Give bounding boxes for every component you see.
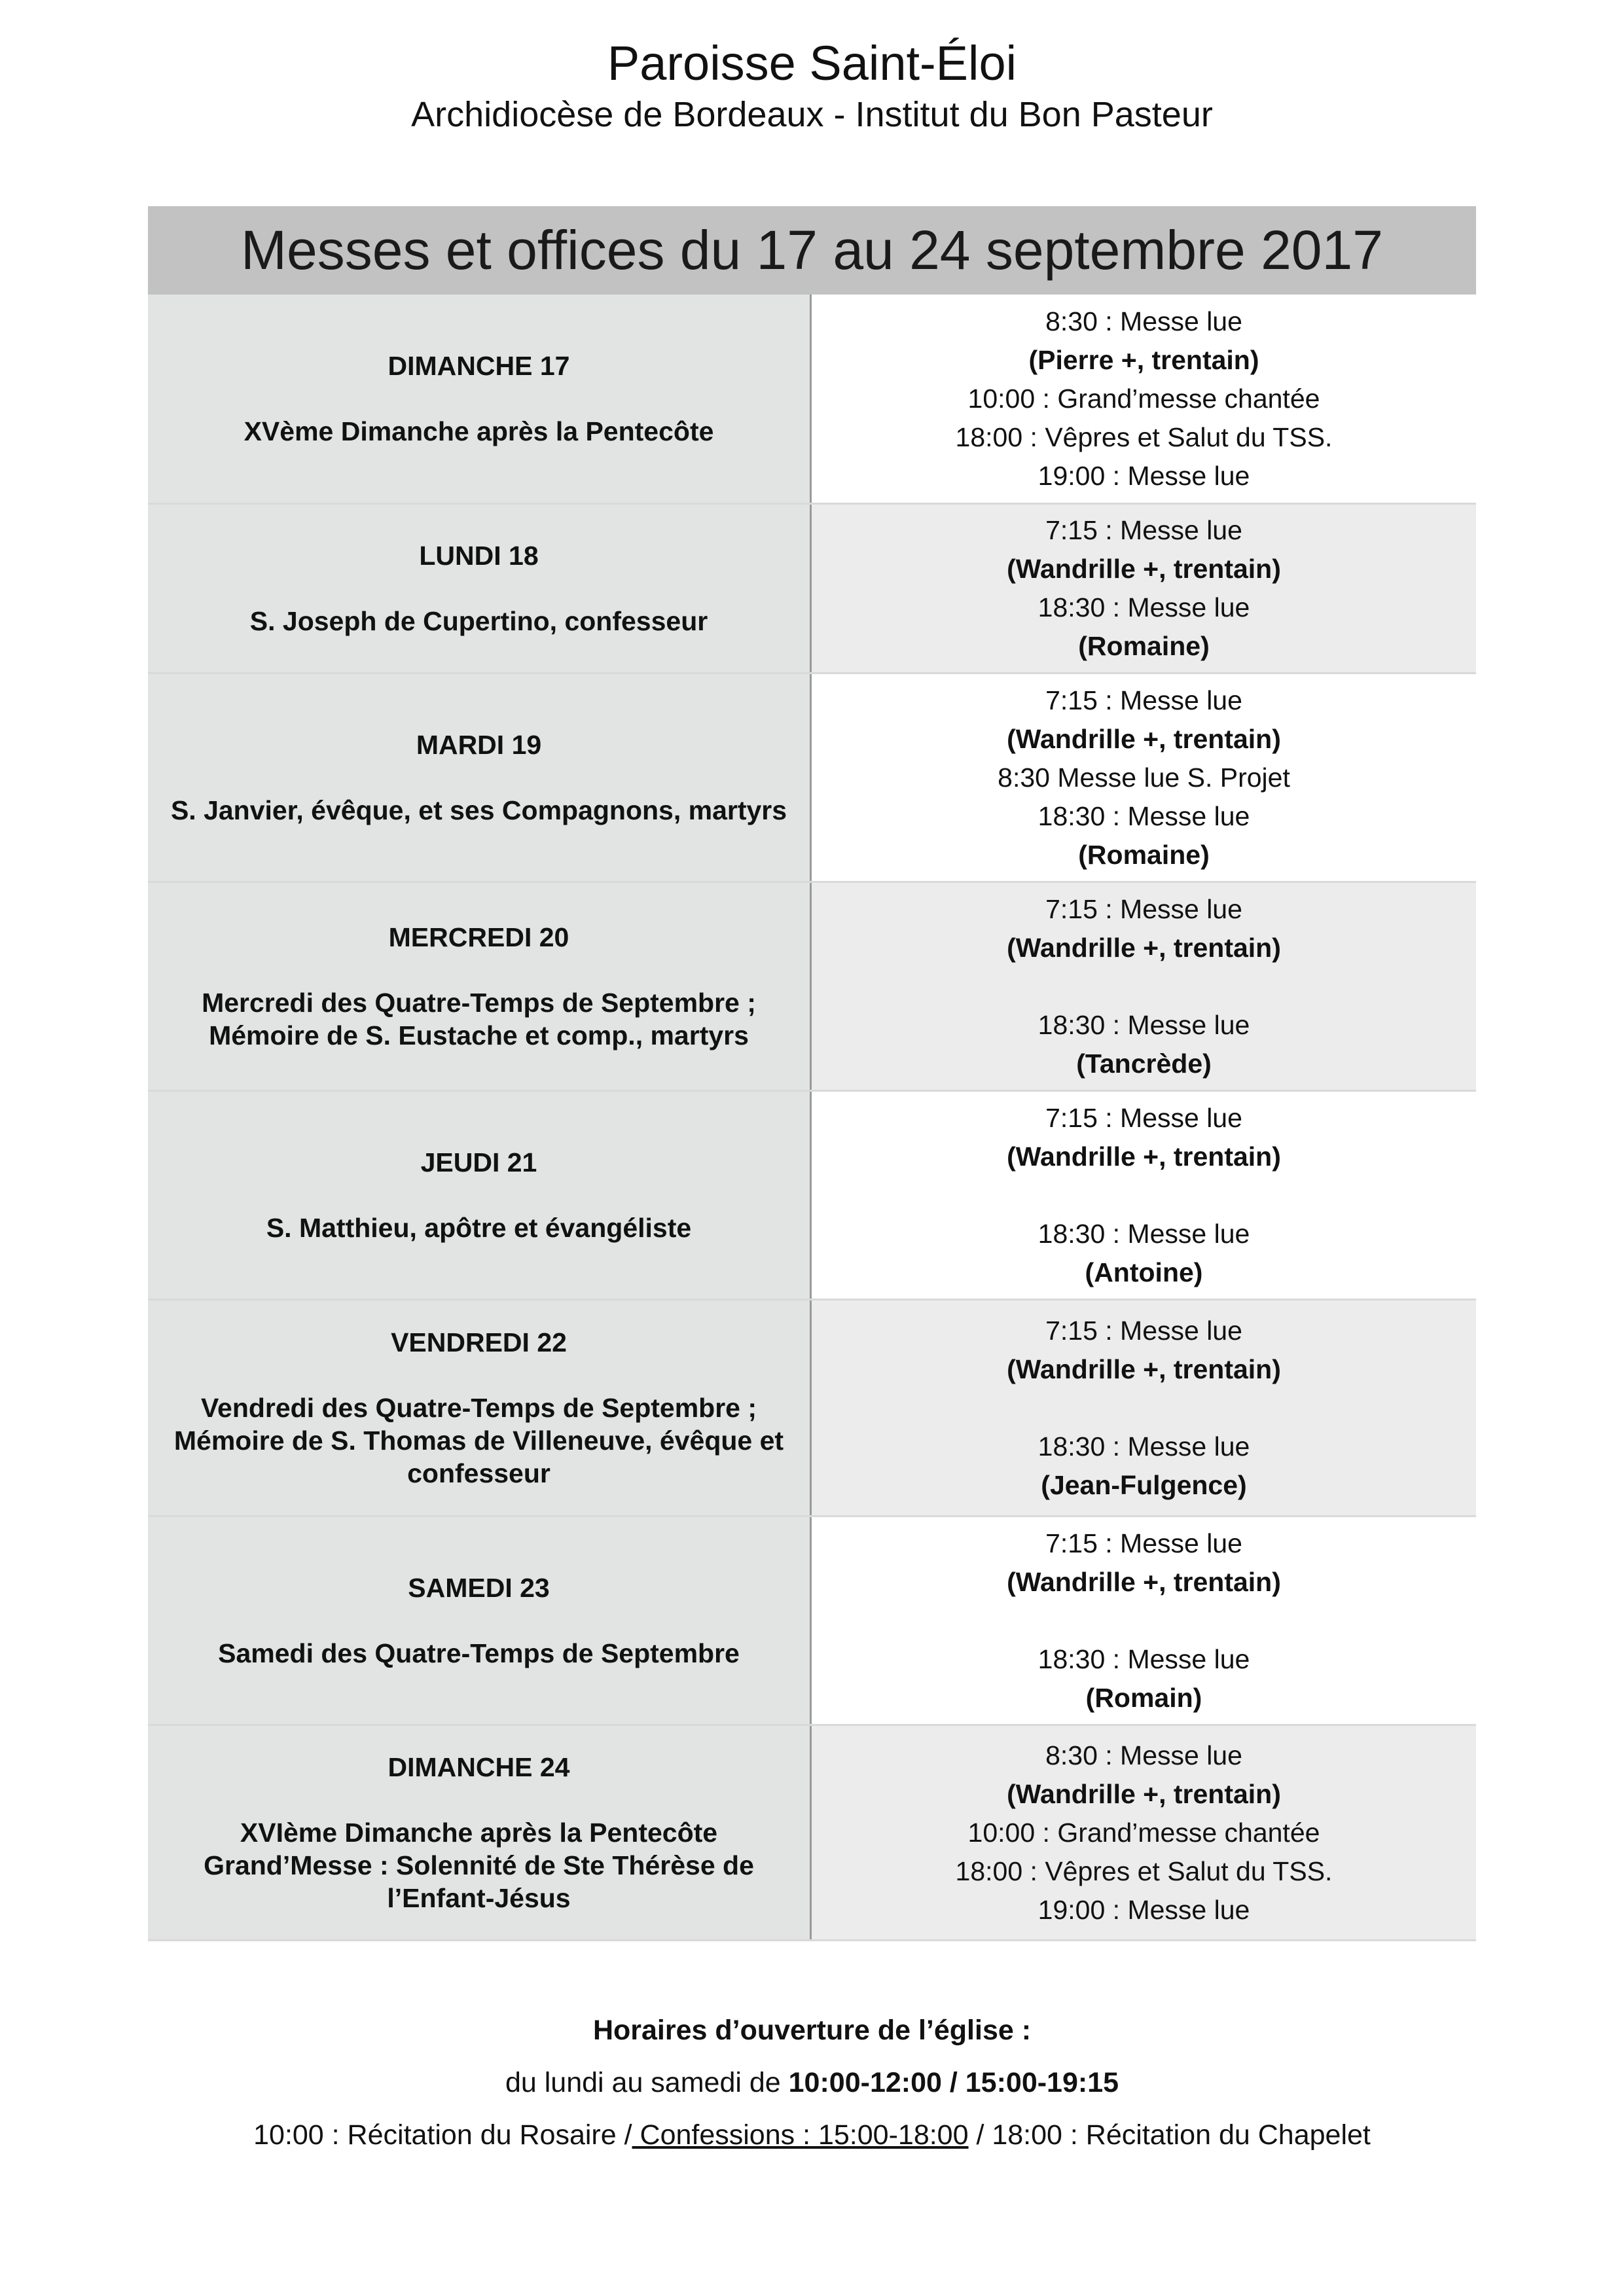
feast-line: Grand’Messe : Solennité de Ste Thérèse de xyxy=(204,1850,754,1880)
parish-subtitle: Archidiocèse de Bordeaux - Institut du Bon Pasteur xyxy=(411,95,1213,134)
schedule-line: 8:30 : Messe lue xyxy=(1045,306,1242,336)
day-cell xyxy=(148,674,812,881)
schedule-cell xyxy=(812,1300,1476,1515)
schedule-line: 19:00 : Messe lue xyxy=(1038,1894,1250,1925)
schedule-cell xyxy=(812,295,1476,503)
day-cell xyxy=(148,1517,812,1724)
schedule-line: (Romaine) xyxy=(1078,631,1210,661)
schedule-line: 7:15 : Messe lue xyxy=(1045,1528,1242,1558)
feast-line: S. Matthieu, apôtre et évangéliste xyxy=(266,1213,692,1243)
schedule-line: 7:15 : Messe lue xyxy=(1045,893,1242,924)
schedule-line: (Wandrille +, trentain) xyxy=(1007,1778,1281,1809)
schedule-line: 10:00 : Grand’messe chantée xyxy=(967,383,1320,414)
table-row xyxy=(148,1299,1476,1515)
feast-line: XVème Dimanche après la Pentecôte xyxy=(244,416,714,446)
day-name: MARDI 19 xyxy=(416,730,542,760)
feast-line: Samedi des Quatre-Temps de Septembre xyxy=(218,1638,740,1668)
feast-name xyxy=(174,1391,784,1490)
feast-name xyxy=(250,605,708,637)
schedule-line: (Tancrède) xyxy=(1076,1048,1212,1079)
schedule-line: 18:30 : Messe lue xyxy=(1038,1431,1250,1462)
table-row xyxy=(148,1090,1476,1299)
schedule-line: (Wandrille +, trentain) xyxy=(1007,723,1281,754)
feast-line: Mémoire de S. Eustache et comp., martyrs xyxy=(209,1020,749,1050)
feast-name xyxy=(202,986,756,1052)
table-row xyxy=(148,503,1476,672)
schedule-line: (Antoine) xyxy=(1085,1257,1203,1287)
schedule-line: 7:15 : Messe lue xyxy=(1045,1102,1242,1133)
opening-hours-prefix: du lundi au samedi de xyxy=(505,2067,789,2098)
feast-name xyxy=(218,1637,740,1670)
schedule-line: (Wandrille +, trentain) xyxy=(1007,1566,1281,1597)
feast-name xyxy=(171,794,787,827)
feast-line: Mercredi des Quatre-Temps de Septembre ; xyxy=(202,988,756,1018)
schedule-line: 18:00 : Vêpres et Salut du TSS. xyxy=(955,1856,1333,1886)
schedule-line: 7:15 : Messe lue xyxy=(1045,685,1242,715)
opening-hours-title: Horaires d’ouverture de l’église : xyxy=(592,2015,1032,2046)
day-name: MERCREDI 20 xyxy=(388,922,569,952)
feast-line: XVIème Dimanche après la Pentecôte xyxy=(240,1818,718,1848)
day-cell xyxy=(148,505,812,672)
schedule-cell xyxy=(812,674,1476,881)
table-title: Messes et offices du 17 au 24 septembre 2017 xyxy=(148,206,1476,295)
table-row xyxy=(148,672,1476,881)
rosary-text: 10:00 : Récitation du Rosaire / xyxy=(253,2119,632,2151)
parish-title: Paroisse Saint-Éloi xyxy=(607,36,1017,90)
feast-line: S. Janvier, évêque, et ses Compagnons, martyrs xyxy=(170,795,787,825)
schedule-line: 19:00 : Messe lue xyxy=(1038,460,1250,491)
feast-name xyxy=(244,415,714,448)
feast-line: confesseur xyxy=(407,1458,550,1488)
schedule-cell xyxy=(812,1517,1476,1724)
schedule-line: 8:30 Messe lue S. Projet xyxy=(998,762,1290,793)
schedule-cell xyxy=(812,1726,1476,1939)
feast-line: Mémoire de S. Thomas de Villeneuve, évêque et xyxy=(173,1426,784,1456)
schedule-line: 10:00 : Grand’messe chantée xyxy=(967,1817,1320,1848)
schedule-line: 18:30 : Messe lue xyxy=(1038,1218,1250,1249)
schedule-line: 18:00 : Vêpres et Salut du TSS. xyxy=(955,422,1333,452)
schedule-table xyxy=(148,206,1476,1941)
day-name: DIMANCHE 24 xyxy=(388,1752,570,1782)
schedule-cell xyxy=(812,883,1476,1090)
feast-name xyxy=(204,1816,754,1914)
day-cell xyxy=(148,883,812,1090)
day-cell xyxy=(148,1726,812,1939)
day-cell xyxy=(148,1300,812,1515)
opening-hours-value: 10:00-12:00 / 15:00-19:15 xyxy=(788,2067,1119,2098)
day-name: LUNDI 18 xyxy=(419,541,539,571)
schedule-line: 7:15 : Messe lue xyxy=(1045,515,1242,545)
chapelet-text: / 18:00 : Récitation du Chapelet xyxy=(968,2119,1371,2151)
schedule-line: (Romain) xyxy=(1085,1682,1202,1713)
table-row xyxy=(148,881,1476,1090)
schedule-line: 18:30 : Messe lue xyxy=(1038,1009,1250,1040)
devotions-line xyxy=(0,2119,1624,2151)
feast-line: Vendredi des Quatre-Temps de Septembre ; xyxy=(200,1393,757,1423)
schedule-line: (Pierre +, trentain) xyxy=(1028,344,1259,375)
table-row xyxy=(148,1724,1476,1939)
feast-line: S. Joseph de Cupertino, confesseur xyxy=(249,606,708,636)
schedule-line: 18:30 : Messe lue xyxy=(1038,592,1250,622)
table-row xyxy=(148,295,1476,503)
day-name: SAMEDI 23 xyxy=(408,1573,550,1603)
table-row xyxy=(148,1515,1476,1724)
schedule-line: 18:30 : Messe lue xyxy=(1038,800,1250,831)
feast-name xyxy=(266,1211,691,1244)
schedule-cell xyxy=(812,505,1476,672)
schedule-line: 8:30 : Messe lue xyxy=(1045,1740,1242,1770)
schedule-line: (Wandrille +, trentain) xyxy=(1007,1354,1281,1384)
schedule-line: 18:30 : Messe lue xyxy=(1038,1643,1250,1674)
day-name: DIMANCHE 17 xyxy=(388,351,570,381)
day-cell xyxy=(148,1092,812,1299)
schedule-line: (Jean-Fulgence) xyxy=(1041,1469,1247,1500)
schedule-line: (Wandrille +, trentain) xyxy=(1007,1141,1281,1172)
schedule-line: (Wandrille +, trentain) xyxy=(1007,554,1281,584)
confessions-text: Confessions : 15:00-18:00 xyxy=(632,2119,969,2151)
day-name: JEUDI 21 xyxy=(420,1147,537,1177)
day-cell xyxy=(148,295,812,503)
schedule-line: (Romaine) xyxy=(1078,839,1210,870)
schedule-line: (Wandrille +, trentain) xyxy=(1007,932,1281,963)
table-bottom-border xyxy=(148,1939,1476,1941)
schedule-line: 7:15 : Messe lue xyxy=(1045,1315,1242,1346)
feast-line: l’Enfant-Jésus xyxy=(387,1883,571,1913)
day-name: VENDREDI 22 xyxy=(391,1327,567,1357)
schedule-cell xyxy=(812,1092,1476,1299)
opening-hours-line xyxy=(0,2067,1624,2099)
table-rows xyxy=(148,295,1476,1939)
